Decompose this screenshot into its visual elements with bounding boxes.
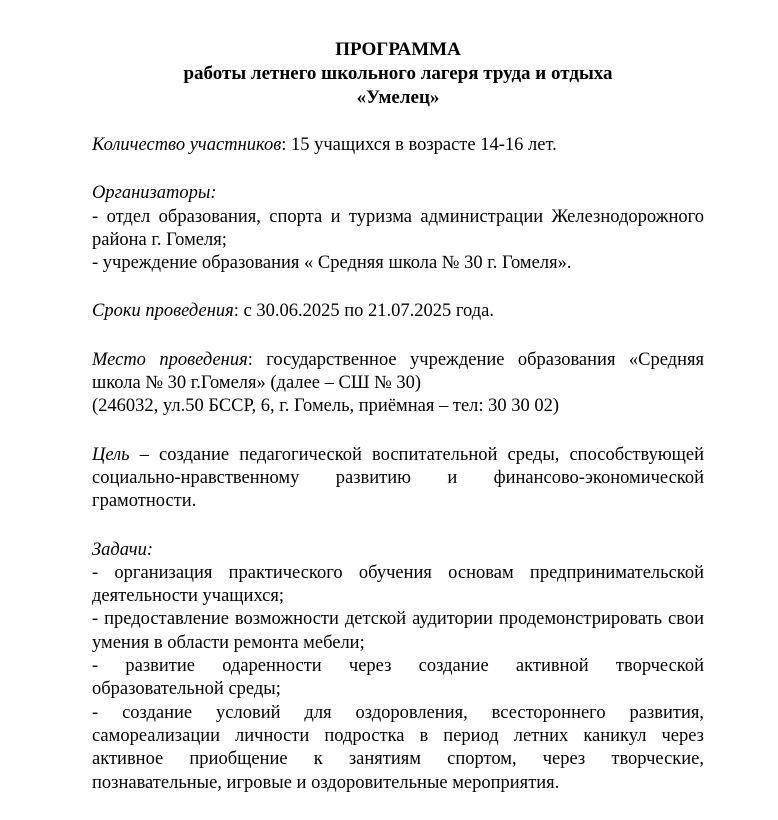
goal-label: Цель [92,444,130,465]
participants-text: : 15 учащихся в возрасте 14-16 лет. [281,135,557,155]
location-address: (246032, ул.50 БССР, 6, г. Гомель, приёмная – тел: 30 30 02) [92,396,560,417]
task-item: - развитие одаренности через создание активной творческой образовательной среды; [92,656,704,700]
task-item: - организация практического обучения основам предпринимательской деятельности учащихся; [92,562,704,607]
participants-section [92,134,704,157]
camp-name: «Умелец» [356,87,440,108]
organizer-item: - учреждение образования « Средняя школа № 30 г. Гомеля». [92,253,572,274]
dates-label: Сроки проведения [92,301,234,322]
document-title: ПРОГРАММА [335,39,461,60]
task-item: - создание условий для оздоровления, всестороннего развития, самореализации личности подростка в период летних каникул через активное приобщение к занятиям спортом, через творческие, познавательные, игровые и оздоровительные мероприятия. [92,702,704,793]
task-item: - предоставление возможности детской аудитории продемонстрировать свои умения в области ремонта мебели; [92,609,704,653]
document-subtitle: работы летнего школьного лагеря труда и отдыха [183,63,613,84]
goal-section [92,444,704,514]
organizer-item: - отдел образования, спорта и туризма администрации Железнодорожного района г. Гомеля; [92,206,704,250]
tasks-label: Задачи: [92,539,154,560]
goal-text: – создание педагогической воспитательной среды, способствующей социально-нравственному развитию и финансово-экономической грамотности. [92,444,704,512]
document-page [92,38,704,820]
dates-section [92,300,704,323]
organizers-section [92,182,704,275]
location-text: : государственное учреждение образования «Средняя школа № 30 г.Гомеля» (далее – СШ № 30) [92,349,704,394]
location-section [92,349,704,419]
organizers-label: Организаторы: [92,183,217,204]
participants-label: Количество участников [92,135,282,155]
tasks-section [92,539,704,795]
location-label: Место проведения [92,349,248,370]
title-block [92,38,704,110]
dates-text: : с 30.06.2025 по 21.07.2025 года. [233,301,494,322]
